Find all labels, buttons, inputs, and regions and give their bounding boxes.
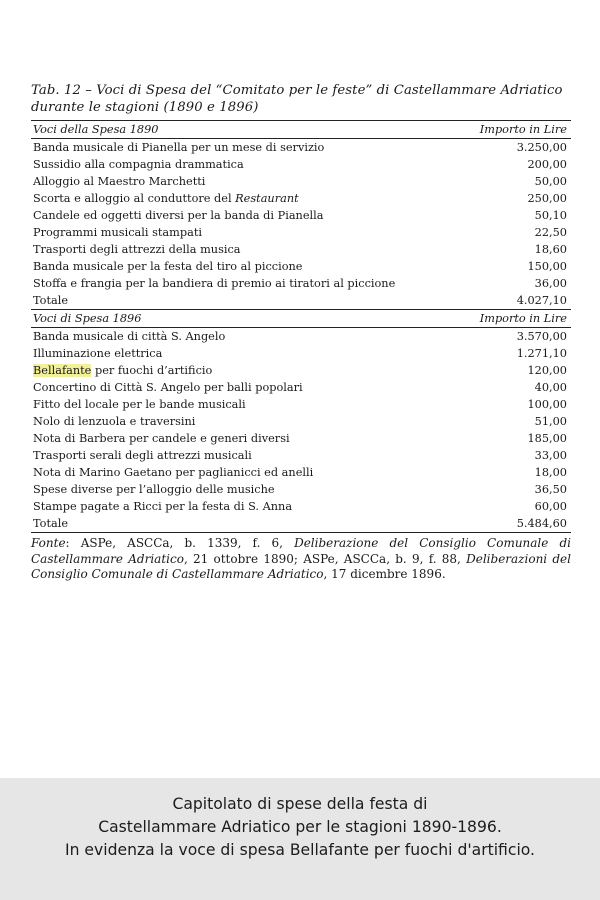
expense-description xyxy=(31,481,461,498)
expense-text: per fuochi d’artificio xyxy=(91,364,213,377)
table-row xyxy=(31,173,571,190)
table-row xyxy=(31,139,571,157)
table-row xyxy=(31,447,571,464)
expense-description xyxy=(31,345,461,362)
source-italic-1: Deliberazione del Consiglio Comunale di Castellammare Adriatico xyxy=(31,536,572,566)
expense-amount: 50,00 xyxy=(534,175,567,188)
table-row xyxy=(31,362,571,379)
section-header-amount: Importo in Lire xyxy=(461,310,571,328)
expense-description xyxy=(31,328,461,346)
table-row xyxy=(31,258,571,275)
total-label: Totale xyxy=(31,515,461,533)
table-row xyxy=(31,481,571,498)
expense-amount: 36,50 xyxy=(534,483,567,496)
section-header-label: Voci di Spesa 1896 xyxy=(31,310,461,328)
table-row xyxy=(31,241,571,258)
expense-text: Trasporti degli attrezzi della musica xyxy=(33,243,241,256)
source-note xyxy=(31,536,571,583)
table-row xyxy=(31,430,571,447)
expense-description xyxy=(31,207,461,224)
expense-text: Programmi musicali stampati xyxy=(33,226,202,239)
expense-amount: 51,00 xyxy=(534,415,567,428)
table-title: Tab. 12 – Voci di Spesa del “Comitato per le feste” di Castellammare Adriatico durante le stagioni (1890 e 1896) xyxy=(31,83,563,115)
total-amount: 4.027,10 xyxy=(461,292,571,310)
expense-description xyxy=(31,190,461,207)
total-row xyxy=(31,292,571,310)
expense-description xyxy=(31,258,461,275)
expense-text: Banda musicale di Pianella per un mese di servizio xyxy=(33,141,325,154)
expense-description xyxy=(31,139,461,157)
source-part-1: : ASPe, ASCCa, b. 1339, f. 6, xyxy=(65,536,295,550)
expense-description xyxy=(31,173,461,190)
expense-text: Alloggio al Maestro Marchetti xyxy=(33,175,206,188)
expense-text: Banda musicale di città S. Angelo xyxy=(33,330,226,343)
caption-line-2: Castellammare Adriatico per le stagioni 1890-1896. xyxy=(98,818,502,836)
expense-amount: 120,00 xyxy=(527,364,567,377)
expense-description xyxy=(31,498,461,515)
expense-amount: 40,00 xyxy=(534,381,567,394)
expense-description xyxy=(31,396,461,413)
expense-text: Concertino di Città S. Angelo per balli popolari xyxy=(33,381,303,394)
expense-amount: 18,00 xyxy=(534,466,567,479)
expense-amount: 150,00 xyxy=(527,260,567,273)
expense-description xyxy=(31,464,461,481)
section-header-label: Voci della Spesa 1890 xyxy=(31,121,461,139)
expense-amount: 50,10 xyxy=(534,209,567,222)
source-part-2: , 21 ottobre 1890; ASPe, ASCCa, b. 9, f. 88, xyxy=(183,551,467,566)
source-label: Fonte xyxy=(31,536,66,550)
expense-amount: 3.250,00 xyxy=(516,141,567,154)
table-block xyxy=(31,82,571,583)
expense-description xyxy=(31,224,461,241)
source-part-3: , 17 dicembre 1896. xyxy=(323,567,446,581)
total-label: Totale xyxy=(31,292,461,310)
caption-line-1: Capitolato di spese della festa di xyxy=(172,795,428,813)
expense-amount: 250,00 xyxy=(527,192,567,205)
expense-text: Nota di Barbera per candele e generi diversi xyxy=(33,432,290,445)
expense-amount: 100,00 xyxy=(527,398,567,411)
expense-description xyxy=(31,447,461,464)
expense-amount: 36,00 xyxy=(534,277,567,290)
caption-line-3: In evidenza la voce di spesa Bellafante per fuochi d'artificio. xyxy=(64,841,536,859)
expense-text: Banda musicale per la festa del tiro al piccione xyxy=(33,260,303,273)
expense-text: Candele ed oggetti diversi per la banda di Pianella xyxy=(33,209,324,222)
table-row xyxy=(31,224,571,241)
expense-amount: 200,00 xyxy=(527,158,567,171)
highlighted-entry: Bellafante xyxy=(33,364,92,377)
expense-description xyxy=(31,275,461,292)
section-header-amount: Importo in Lire xyxy=(461,121,571,139)
expense-text: Nota di Marino Gaetano per paglianicci ed anelli xyxy=(33,466,314,479)
section-header-row xyxy=(31,121,571,139)
expense-table-body xyxy=(31,121,571,533)
table-row xyxy=(31,328,571,346)
expense-description xyxy=(31,430,461,447)
expense-amount: 185,00 xyxy=(527,432,567,445)
expense-amount: 60,00 xyxy=(534,500,567,513)
total-row xyxy=(31,515,571,533)
expense-table xyxy=(31,120,571,533)
expense-text: Nolo di lenzuola e traversini xyxy=(33,415,196,428)
table-row xyxy=(31,379,571,396)
expense-description xyxy=(31,362,461,379)
expense-amount: 1.271,10 xyxy=(516,347,567,360)
expense-text: Scorta e alloggio al conduttore del xyxy=(33,192,236,205)
expense-text: Sussidio alla compagnia drammatica xyxy=(33,158,244,171)
table-row xyxy=(31,207,571,224)
table-row xyxy=(31,396,571,413)
expense-text: Spese diverse per l’alloggio delle musiche xyxy=(33,483,275,496)
expense-amount: 3.570,00 xyxy=(516,330,567,343)
table-row xyxy=(31,275,571,292)
expense-text: Stoffa e frangia per la bandiera di premio ai tiratori al piccione xyxy=(33,277,396,290)
expense-italic-text: Restaurant xyxy=(235,192,299,205)
table-row xyxy=(31,345,571,362)
expense-description xyxy=(31,241,461,258)
expense-description xyxy=(31,413,461,430)
expense-text: Fitto del locale per le bande musicali xyxy=(33,398,246,411)
total-amount: 5.484,60 xyxy=(461,515,571,533)
caption-bar xyxy=(0,778,600,900)
expense-amount: 22,50 xyxy=(534,226,567,239)
table-row xyxy=(31,413,571,430)
expense-text: Trasporti serali degli attrezzi musicali xyxy=(33,449,252,462)
expense-amount: 33,00 xyxy=(534,449,567,462)
source-italic-2: Deliberazioni del Consiglio Comunale di Castellammare Adriatico xyxy=(31,551,572,581)
expense-description xyxy=(31,156,461,173)
table-row xyxy=(31,190,571,207)
section-header-row xyxy=(31,310,571,328)
table-row xyxy=(31,156,571,173)
expense-text: Illuminazione elettrica xyxy=(33,347,163,360)
table-row xyxy=(31,498,571,515)
table-row xyxy=(31,464,571,481)
expense-amount: 18,60 xyxy=(534,243,567,256)
expense-text: Stampe pagate a Ricci per la festa di S. Anna xyxy=(33,500,293,513)
expense-description xyxy=(31,379,461,396)
